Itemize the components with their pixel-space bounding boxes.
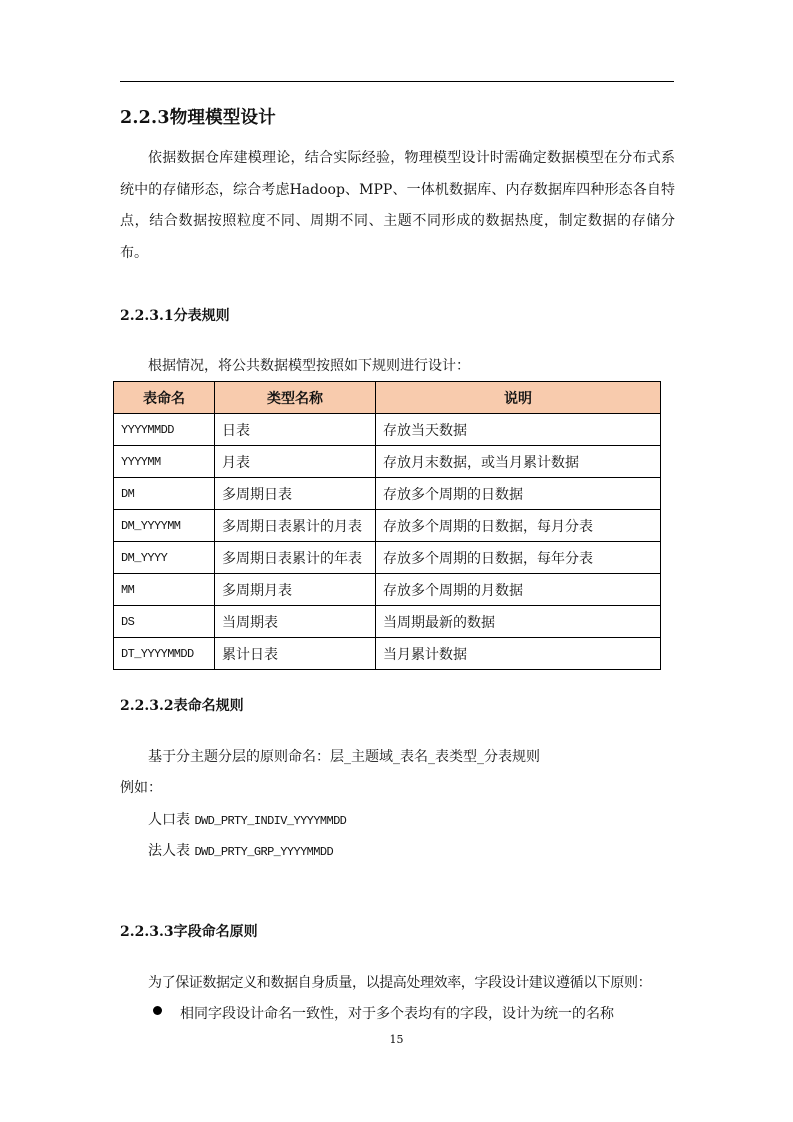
example-value: DWD_PRTY_INDIV_YYYYMMDD xyxy=(194,814,347,828)
header-rule xyxy=(120,81,674,82)
subsection-title-table-naming: 2.2.3.2表命名规则 xyxy=(120,698,244,714)
example-label-text: 法人表 xyxy=(148,843,190,859)
subsection-title-table-split: 2.2.3.1分表规则 xyxy=(120,308,230,324)
bullet-item: 相同字段设计命名一致性，对于多个表均有的字段，设计为统一的名称 xyxy=(180,1006,614,1022)
cell-type-name: 多周期日表累计的月表 xyxy=(215,510,376,542)
cell-table-name: MM xyxy=(114,574,215,606)
cell-type-name: 累计日表 xyxy=(215,638,376,670)
cell-table-name: DT_YYYYMMDD xyxy=(114,638,215,670)
cell-table-name: DM_YYYY xyxy=(114,542,215,574)
cell-type-name: 月表 xyxy=(215,446,376,478)
table-row xyxy=(114,414,661,446)
table-row xyxy=(114,446,661,478)
table-row xyxy=(114,542,661,574)
cell-table-name: YYYYMMDD xyxy=(114,414,215,446)
table-row xyxy=(114,574,661,606)
example-value: DWD_PRTY_GRP_YYYYMMDD xyxy=(194,845,334,859)
cell-table-name: DS xyxy=(114,606,215,638)
cell-type-name: 多周期月表 xyxy=(215,574,376,606)
cell-type-name: 当周期表 xyxy=(215,606,376,638)
header-description: 说明 xyxy=(376,382,661,414)
cell-table-name: YYYYMM xyxy=(114,446,215,478)
subsection-title-field-naming: 2.2.3.3字段命名原则 xyxy=(120,924,258,940)
example-item xyxy=(148,809,346,829)
cell-description: 存放当天数据 xyxy=(376,414,661,446)
table-row xyxy=(114,510,661,542)
table-row xyxy=(114,606,661,638)
table-row xyxy=(114,638,661,670)
example-item xyxy=(148,840,333,860)
split-rules-table xyxy=(113,381,661,670)
page-number: 15 xyxy=(389,1033,404,1046)
cell-table-name: DM_YYYYMM xyxy=(114,510,215,542)
example-label-text: 人口表 xyxy=(148,812,190,828)
cell-description: 存放多个周期的日数据，每月分表 xyxy=(376,510,661,542)
cell-type-name: 日表 xyxy=(215,414,376,446)
cell-description: 存放月末数据，或当月累计数据 xyxy=(376,446,661,478)
field-naming-lead: 为了保证数据定义和数据自身质量，以提高处理效率，字段设计建议遵循以下原则： xyxy=(148,975,652,991)
table-lead-text: 根据情况，将公共数据模型按照如下规则进行设计： xyxy=(148,358,470,374)
cell-type-name: 多周期日表累计的年表 xyxy=(215,542,376,574)
table-header-row xyxy=(114,382,661,414)
header-table-name: 表命名 xyxy=(114,382,215,414)
example-label: 例如： xyxy=(120,780,162,796)
bullet-icon xyxy=(153,1006,162,1015)
cell-description: 当周期最新的数据 xyxy=(376,606,661,638)
cell-description: 存放多个周期的日数据 xyxy=(376,478,661,510)
header-type-name: 类型名称 xyxy=(215,382,376,414)
table-row xyxy=(114,478,661,510)
cell-description: 当月累计数据 xyxy=(376,638,661,670)
cell-description: 存放多个周期的月数据 xyxy=(376,574,661,606)
section-title: 2.2.3物理模型设计 xyxy=(120,108,276,128)
cell-type-name: 多周期日表 xyxy=(215,478,376,510)
cell-description: 存放多个周期的日数据，每年分表 xyxy=(376,542,661,574)
cell-table-name: DM xyxy=(114,478,215,510)
naming-rule-text: 基于分主题分层的原则命名：层_主题域_表名_表类型_分表规则 xyxy=(148,749,540,765)
intro-paragraph: 依据数据仓库建模理论，结合实际经验，物理模型设计时需确定数据模型在分布式系统中的存储形态，综合考虑Hadoop、MPP、一体机数据库、内存数据库四种形态各自特点，结合数据按照粒度不同、周期不同、主题不同形成的数据热度，制定数据的存储分布。 xyxy=(120,150,675,261)
